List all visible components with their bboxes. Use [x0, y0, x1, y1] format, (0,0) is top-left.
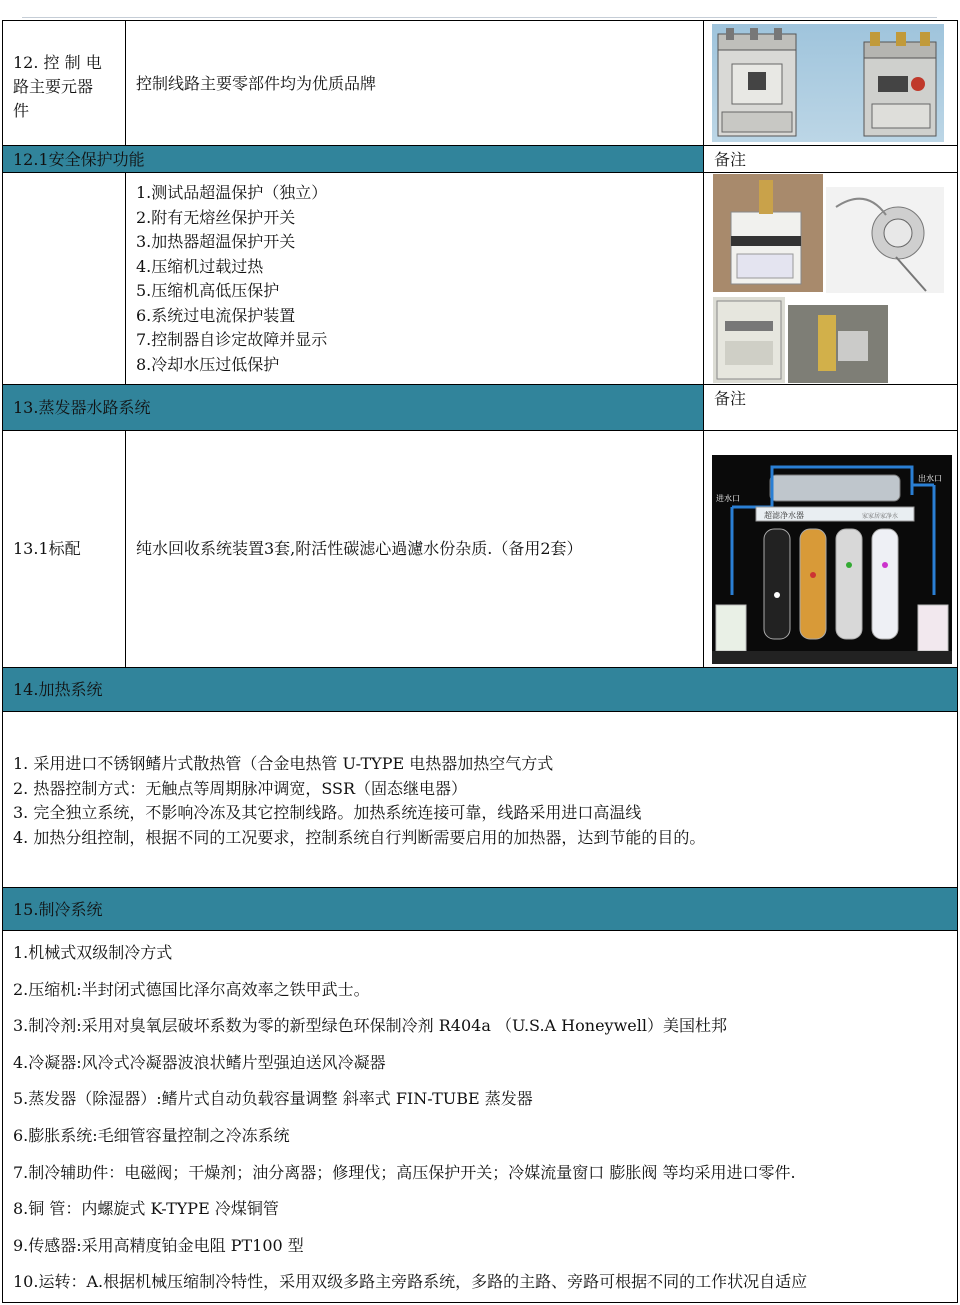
safety-item: 7.控制器自诊定故障并显示 [136, 330, 328, 349]
row13-desc: 纯水回收系统装置3套,附活性碳滤心過濾水份杂质.（备用2套） [136, 539, 583, 558]
row12-label-line1: 12. 控 制 电 [13, 53, 102, 72]
water-purifier-diagram [712, 455, 952, 664]
refrigeration-item: 1.机械式双级制冷方式 [13, 943, 173, 962]
row12-1-header-cell [2, 145, 704, 173]
safety-item: 3.加热器超温保护开关 [136, 232, 296, 251]
refrigeration-item: 6.膨胀系统:毛细管容量控制之冷冻系统 [13, 1125, 290, 1145]
row15-header: 15.制冷系统 [13, 900, 103, 919]
row14-header-cell [2, 667, 958, 712]
safety-item: 4.压缩机过载过热 [136, 256, 264, 276]
safety-item: 6.系统过电流保护装置 [136, 305, 296, 325]
row13-header: 13.蒸发器水路系统 [13, 398, 151, 417]
refrigeration-item: 7.制冷辅助件：电磁阀；干燥剂；油分离器；修理伐；高压保护开关；冷媒流量窗口 膨胀阀 等均采用进口零件. [13, 1162, 796, 1182]
row13-desc-cell [125, 430, 704, 668]
row12-1-header: 12.1安全保护功能 [13, 150, 145, 169]
heating-item: 1. 采用进口不锈钢鳍片式散热管（合金电热管 U-TYPE 电热器加热空气方式 [13, 754, 554, 773]
refrigeration-item: 2.压缩机:半封闭式德国比泽尔高效率之铁甲武士。 [13, 979, 370, 999]
purifier-sublabel: 家家居家净水 [862, 513, 899, 520]
heating-item: 4. 加热分组控制，根据不同的工况要求，控制系统自行判断需要启用的加热器，达到节能的目的。 [13, 827, 706, 847]
row12-label-cell [2, 20, 126, 146]
safety-item: 5.压缩机高低压保护 [136, 281, 280, 300]
row15-header-cell [2, 887, 958, 931]
row13-remark: 备注 [714, 389, 747, 408]
row13-header-cell [2, 384, 704, 431]
row12-1-photo-cell [703, 172, 958, 385]
inlet-label: 进水口 [716, 494, 740, 503]
row14-body-cell [2, 711, 958, 888]
outlet-label: 出水口 [918, 474, 942, 483]
safety-item: 1.测试品超温保护（独立） [136, 183, 328, 202]
row12-1-remark: 备注 [714, 150, 747, 169]
safety-item: 8.冷却水压过低保护 [136, 354, 280, 374]
refrigeration-item: 5.蒸发器（除湿器）:鳍片式自动负载容量调整 斜率式 FIN-TUBE 蒸发器 [13, 1089, 533, 1109]
heating-item: 2. 热器控制方式：无触点等周期脉冲调宽，SSR（固态继电器） [13, 778, 468, 798]
refrigeration-item: 10.运转：A.根据机械压缩制冷特性，采用双级多路主旁路系统，多路的主路、旁路可根据不同的工作状况自适应 [13, 1272, 808, 1292]
refrigeration-item: 9.传感器:采用高精度铂金电阻 PT100 型 [13, 1235, 304, 1255]
top-rule [22, 17, 937, 18]
row13-label: 13.1标配 [13, 539, 81, 558]
heating-item: 3. 完全独立系统，不影响冷冻及其它控制线路。加热系统连接可靠，线路采用进口高温线 [13, 803, 642, 822]
row13-label-cell [2, 430, 126, 668]
row13-remark-cell [703, 384, 958, 431]
capillary-thermostat-photo [826, 187, 944, 293]
row12-desc-cell [125, 20, 704, 146]
row12-1-items-cell [125, 172, 704, 385]
row12-label-line3: 件 [13, 101, 30, 120]
row14-header: 14.加热系统 [13, 680, 103, 699]
fuse-photo [788, 305, 888, 383]
row15-body-cell [2, 930, 958, 1303]
purifier-title: 超滤净水器 [764, 511, 804, 520]
row13-photo-cell [703, 430, 958, 668]
thermostat-photo [713, 174, 823, 292]
refrigeration-item: 4.冷凝器:风冷式冷凝器波浪状鳍片型强迫送风冷凝器 [13, 1052, 386, 1072]
controller-photo [713, 297, 785, 383]
refrigeration-item: 8.铜 管：内螺旋式 K-TYPE 冷煤铜管 [13, 1199, 279, 1219]
refrigeration-item: 3.制冷剂:采用对臭氧层破坏系数为零的新型绿色环保制冷剂 R404a （U.S.A Honeywell）美国杜邦 [13, 1016, 727, 1036]
row12-photo-cell [703, 20, 958, 146]
row12-desc: 控制线路主要零部件均为优质品牌 [136, 74, 377, 93]
row12-label-line2: 路主要元器 [13, 77, 94, 96]
safety-item: 2.附有无熔丝保护开关 [136, 207, 296, 227]
row12-1-remark-cell [703, 145, 958, 173]
contactor-relay-photo [712, 24, 944, 142]
row12-1-blank-cell [2, 172, 126, 385]
